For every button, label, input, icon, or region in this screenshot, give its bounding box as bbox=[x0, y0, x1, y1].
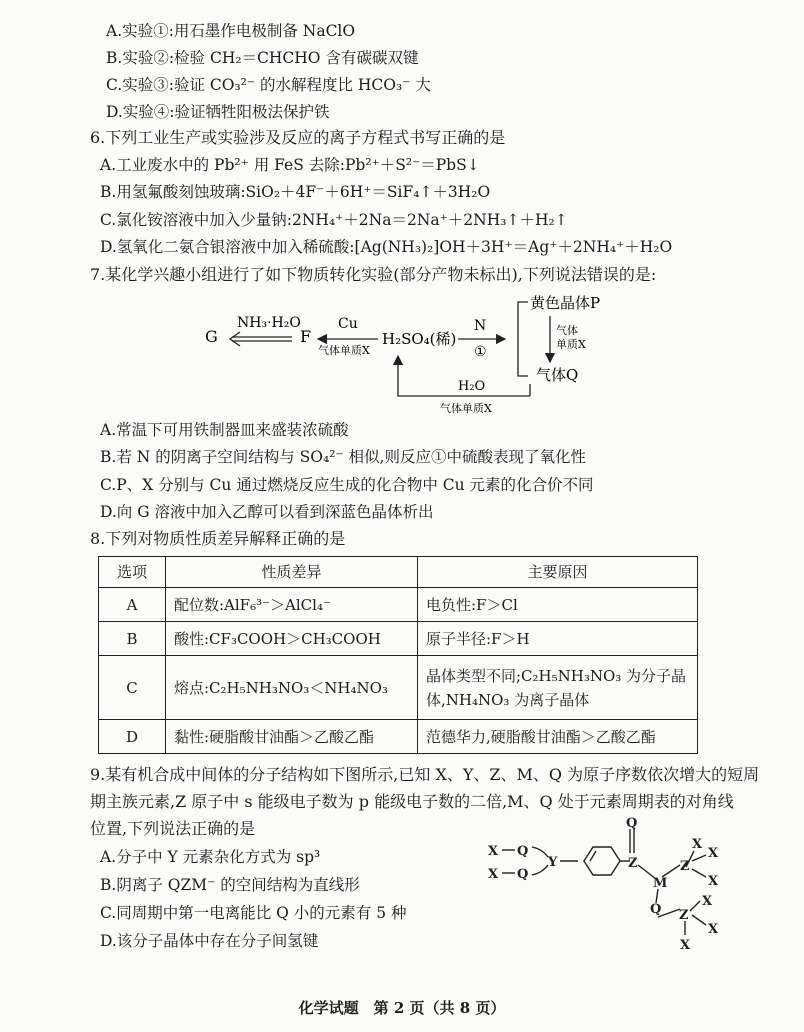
svg-text:X: X bbox=[692, 837, 703, 852]
q7-conversion-diagram bbox=[0, 290, 804, 420]
row-b-option: B bbox=[99, 622, 166, 656]
q9-option-d: D.该分子晶体中存在分子间氢键 bbox=[100, 932, 319, 950]
row-b-reason: 原子半径:F＞H bbox=[418, 622, 698, 656]
atom-x: X bbox=[488, 844, 499, 859]
q9-option-a: A.分子中 Y 元素杂化方式为 sp³ bbox=[100, 848, 321, 866]
q9-option-b: B.阴离子 QZM⁻ 的空间结构为直线形 bbox=[100, 876, 360, 894]
q8-property-table bbox=[98, 556, 698, 754]
q9-stem-line3: 位置,下列说法正确的是 bbox=[90, 819, 256, 838]
svg-text:Z: Z bbox=[680, 859, 690, 874]
svg-text:X: X bbox=[680, 938, 691, 953]
q6-option-c: C.氯化铵溶液中加入少量钠:2NH₄⁺＋2Na＝2Na⁺＋2NH₃↑＋H₂↑ bbox=[100, 211, 568, 229]
q7-option-c: C.P、X 分别与 Cu 通过燃烧反应生成的化合物中 Cu 元素的化合价不同 bbox=[100, 476, 594, 494]
q8-stem: 8.下列对物质性质差异解释正确的是 bbox=[90, 529, 346, 548]
row-d-property: 黏性:硬脂酸甘油酯＞乙酸乙酯 bbox=[166, 720, 418, 754]
q6-option-b: B.用氢氟酸刻蚀玻璃:SiO₂＋4F⁻＋6H⁺＝SiF₄↑＋3H₂O bbox=[100, 183, 491, 201]
diagram-cu: Cu bbox=[338, 316, 358, 332]
header-property: 性质差异 bbox=[166, 557, 418, 588]
diagram-n: N bbox=[474, 318, 487, 334]
row-c-property: 熔点:C₂H₅NH₃NO₃＜NH₄NO₃ bbox=[166, 656, 418, 720]
row-a-property: 配位数:AlF₆³⁻＞AlCl₄⁻ bbox=[166, 588, 418, 622]
table-header-row bbox=[99, 557, 698, 588]
diagram-f: F bbox=[300, 327, 312, 346]
header-option: 选项 bbox=[99, 557, 166, 588]
diagram-h2so4: H₂SO₄(稀) bbox=[382, 330, 457, 348]
q5-option-a: A.实验①:用石墨作电极制备 NaClO bbox=[106, 22, 356, 40]
diagram-single-x: 单质X bbox=[556, 338, 586, 351]
q5-option-b: B.实验②:检验 CH₂＝CHCHO 含有碳碳双键 bbox=[106, 49, 419, 67]
svg-text:Q: Q bbox=[650, 902, 662, 917]
diagram-circle1: ① bbox=[474, 344, 487, 360]
diagram-g: G bbox=[205, 327, 218, 346]
row-b-property: 酸性:CF₃COOH＞CH₃COOH bbox=[166, 622, 418, 656]
table-row bbox=[99, 720, 698, 754]
row-c-reason: 晶体类型不同;C₂H₅NH₃NO₃ 为分子晶体,NH₄NO₃ 为离子晶体 bbox=[418, 656, 698, 720]
row-a-option: A bbox=[99, 588, 166, 622]
bracket bbox=[518, 302, 528, 376]
q7-stem: 7.某化学兴趣小组进行了如下物质转化实验(部分产物未标出),下列说法错误的是: bbox=[90, 265, 657, 284]
diagram-h2o: H₂O bbox=[458, 379, 486, 394]
row-c-option: C bbox=[99, 656, 166, 720]
atom-m: M bbox=[653, 876, 668, 891]
q7-option-d: D.向 G 溶液中加入乙醇可以看到深蓝色晶体析出 bbox=[100, 503, 434, 521]
atom-z: Z bbox=[628, 856, 638, 871]
diagram-gas-word: 气体 bbox=[556, 324, 578, 337]
q9-molecule-structure bbox=[480, 815, 750, 955]
diagram-nh3h2o: NH₃·H₂O bbox=[237, 315, 301, 331]
row-d-option: D bbox=[99, 720, 166, 754]
row-d-reason: 范德华力,硬脂酸甘油酯＞乙酸乙酯 bbox=[418, 720, 698, 754]
q7-option-b: B.若 N 的阴离子空间结构与 SO₄²⁻ 相似,则反应①中硫酸表现了氧化性 bbox=[100, 448, 586, 466]
diagram-q: 气体Q bbox=[536, 366, 579, 384]
atom-y: Y bbox=[548, 855, 558, 870]
svg-text:X: X bbox=[702, 894, 713, 909]
q5-option-d: D.实验④:验证牺牲阳极法保护铁 bbox=[106, 103, 330, 121]
svg-text:X: X bbox=[488, 867, 499, 882]
svg-text:Z: Z bbox=[679, 908, 689, 923]
header-reason: 主要原因 bbox=[418, 557, 698, 588]
q9-stem-line2: 期主族元素,Z 原子中 s 能级电子数为 p 能级电子数的二倍,M、Q 处于元素周期表的对角线 bbox=[90, 792, 734, 811]
diagram-gas-x: 气体单质X bbox=[318, 344, 370, 357]
atom-q: Q bbox=[517, 844, 529, 859]
svg-text:X: X bbox=[708, 874, 719, 889]
page-footer: 化学试题 第 2 页（共 8 页） bbox=[298, 999, 506, 1017]
row-a-reason: 电负性:F＞Cl bbox=[418, 588, 698, 622]
table-row bbox=[99, 656, 698, 720]
q6-stem: 6.下列工业生产或实验涉及反应的离子方程式书写正确的是 bbox=[90, 128, 506, 147]
svg-text:X: X bbox=[708, 846, 719, 861]
diagram-p: 黄色晶体P bbox=[530, 294, 601, 312]
svg-text:Q: Q bbox=[517, 867, 529, 882]
table-row bbox=[99, 622, 698, 656]
diagram-gas-x2: 气体单质X bbox=[440, 402, 492, 415]
q5-option-c: C.实验③:验证 CO₃²⁻ 的水解程度比 HCO₃⁻ 大 bbox=[106, 76, 431, 94]
q9-option-c: C.同周期中第一电离能比 Q 小的元素有 5 种 bbox=[100, 904, 407, 922]
q6-option-d: D.氢氧化二氨合银溶液中加入稀硫酸:[Ag(NH₃)₂]OH＋3H⁺＝Ag⁺＋2NH₄⁺＋H₂O bbox=[100, 238, 673, 256]
q7-option-a: A.常温下可用铁制器皿来盛装浓硫酸 bbox=[100, 421, 349, 439]
q9-stem-line1: 9.某有机合成中间体的分子结构如下图所示,已知 X、Y、Z、M、Q 为原子序数依次增大的短周 bbox=[90, 765, 760, 784]
q6-option-a: A.工业废水中的 Pb²⁺ 用 FeS 去除:Pb²⁺＋S²⁻＝PbS↓ bbox=[100, 156, 480, 174]
svg-text:X: X bbox=[708, 922, 719, 937]
table-row bbox=[99, 588, 698, 622]
svg-text:Q: Q bbox=[626, 816, 638, 831]
